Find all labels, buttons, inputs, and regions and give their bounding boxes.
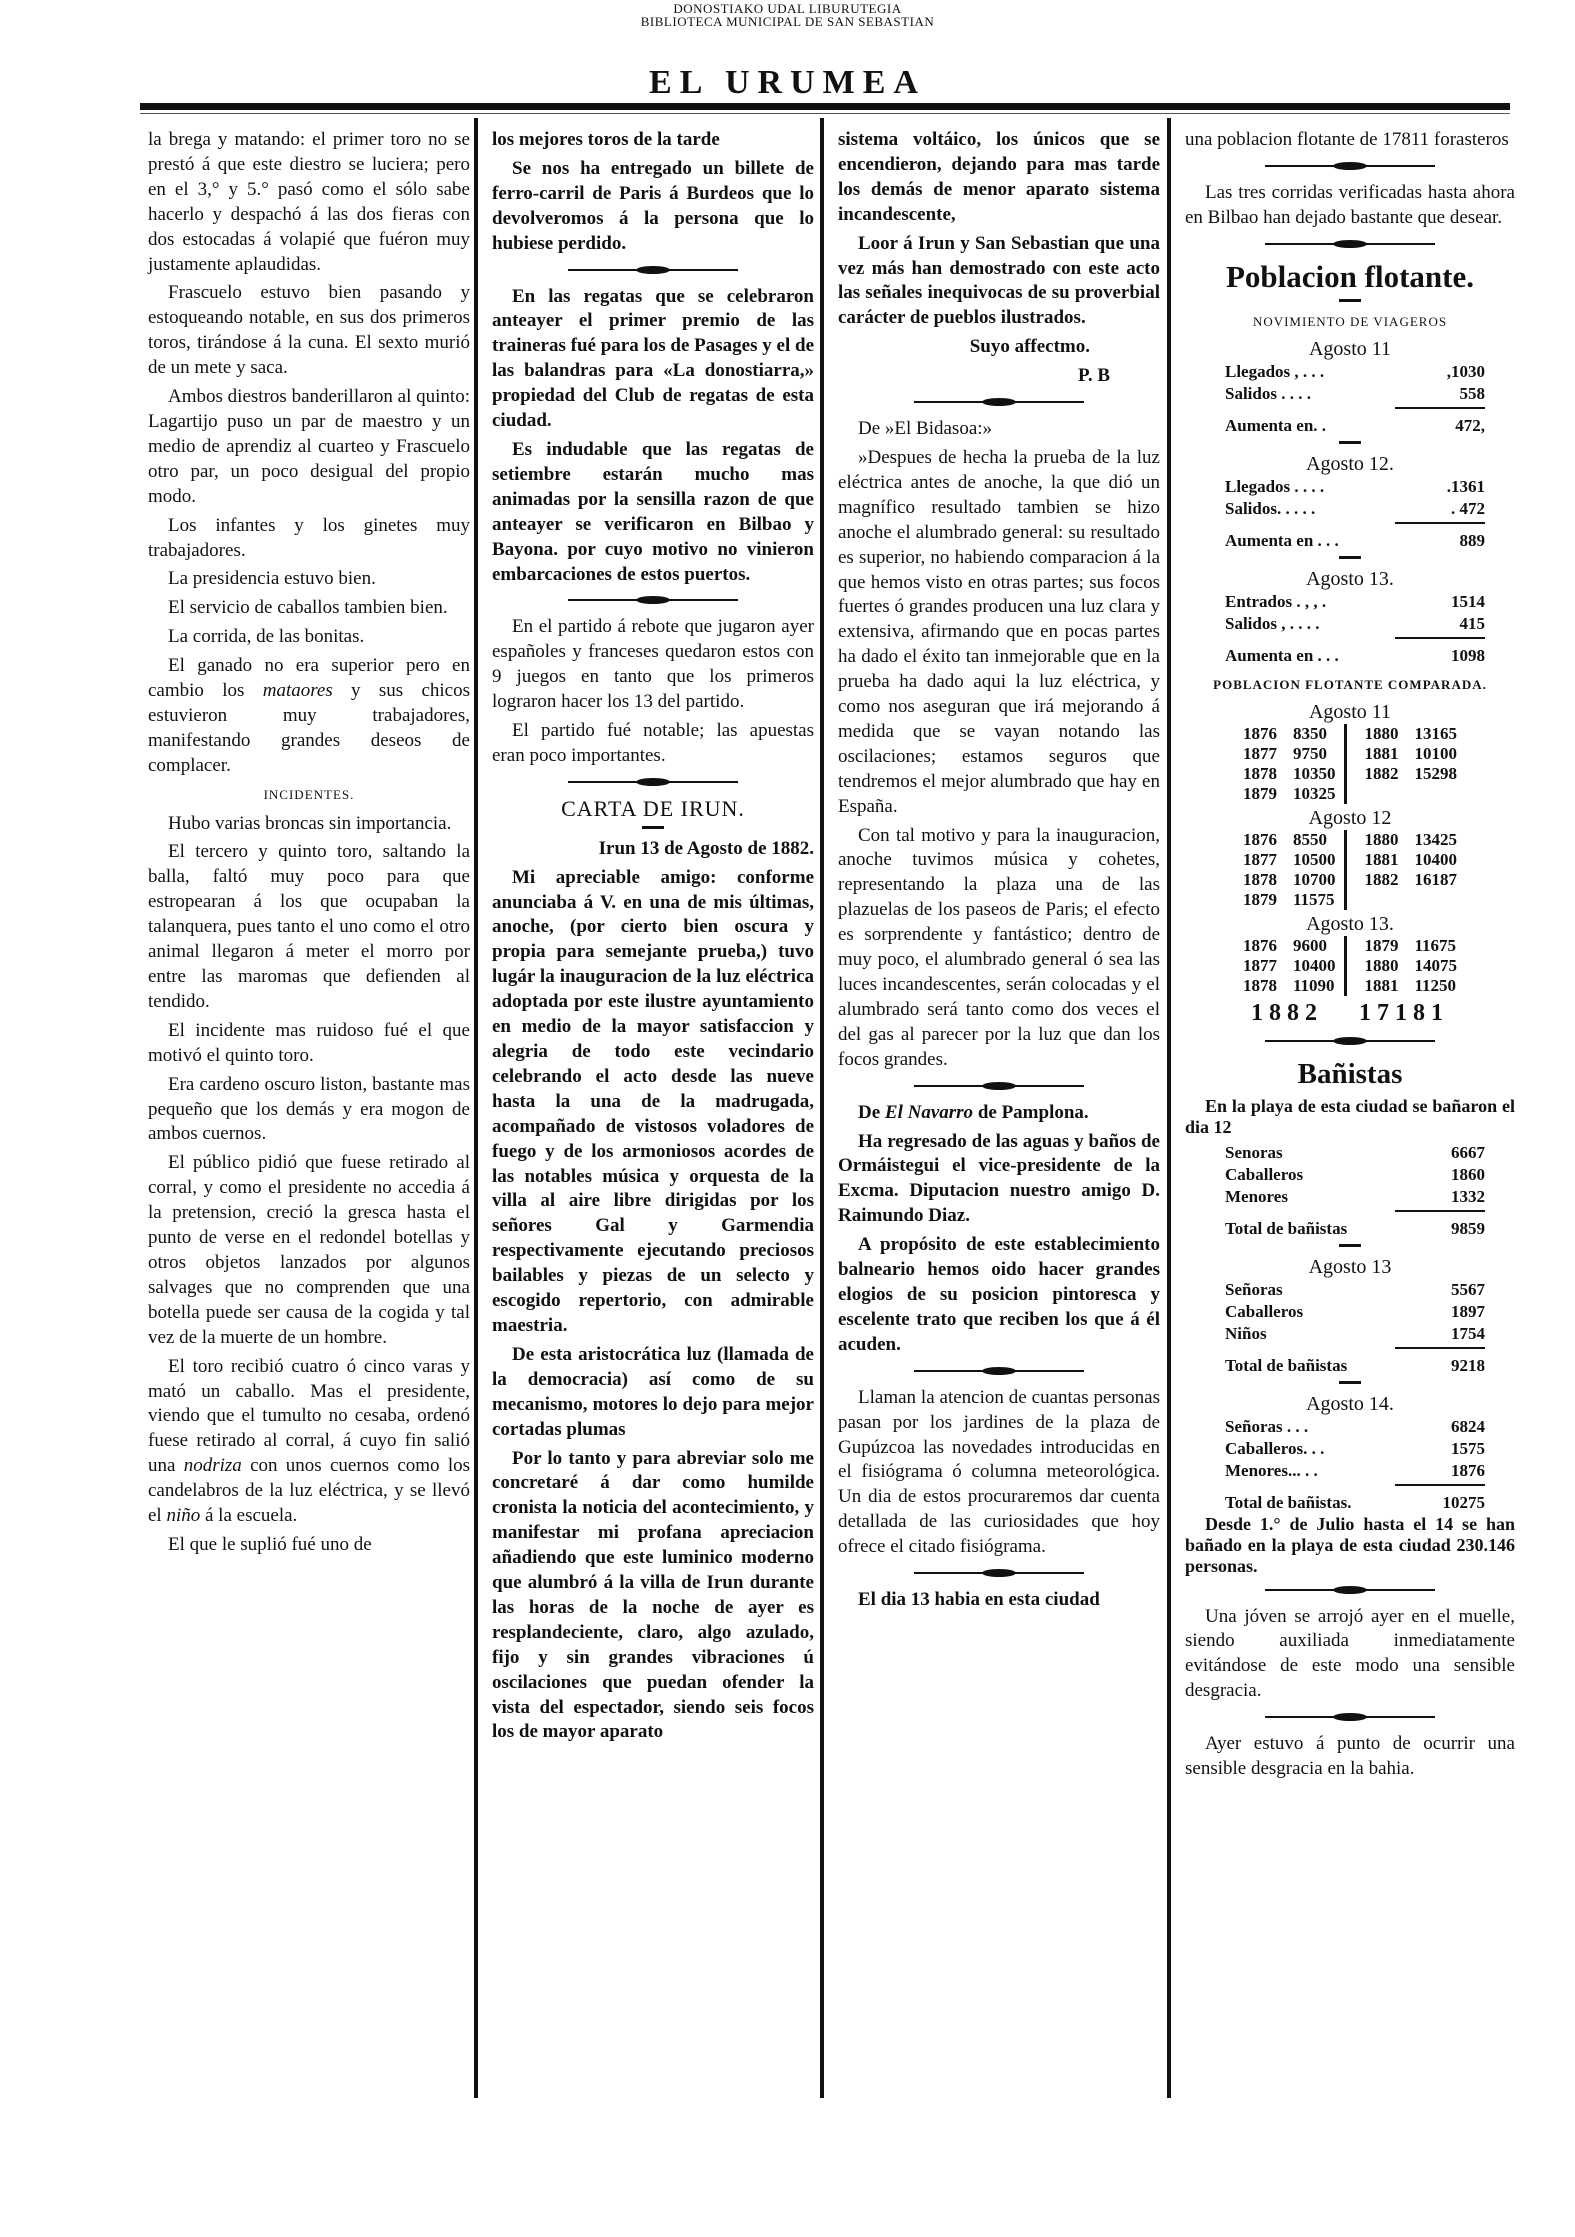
library-line-2: BIBLIOTECA MUNICIPAL DE SAN SEBASTIAN — [640, 14, 935, 29]
text: á la escuela. — [200, 1505, 298, 1527]
stat-label: Señoras . . . — [1225, 1416, 1309, 1436]
comparison-row — [1235, 870, 1465, 890]
comparison-row — [1235, 830, 1465, 850]
paragraph — [148, 654, 470, 779]
column-divider — [1345, 830, 1357, 850]
value-cell: 8350 — [1293, 723, 1327, 743]
signature-closing: Suyo affectmo. — [969, 336, 1090, 358]
stat-row — [1185, 361, 1515, 383]
masthead-thin-rule — [140, 113, 1510, 114]
movement-tables — [1185, 337, 1515, 667]
column-divider — [1345, 976, 1357, 996]
text: El ganado no era superior pero en cambio los — [148, 655, 470, 702]
stat-value: 6824 — [1451, 1416, 1485, 1436]
stat-total-row — [1185, 415, 1515, 437]
stat-total-value: 9859 — [1451, 1218, 1485, 1238]
separator-ornament — [1265, 1585, 1435, 1595]
value-cell: 10350 — [1293, 763, 1336, 783]
separator-ornament — [914, 1081, 1084, 1091]
paragraph: El que le suplió fué uno de — [168, 1533, 372, 1555]
stat-total-row — [1185, 1355, 1515, 1377]
year-cell — [1357, 890, 1407, 910]
comparison-table — [1235, 936, 1465, 996]
stat-total-label: Total de bañistas — [1225, 1218, 1348, 1238]
paragraph: En el partido á rebote que jugaron ayer españoles y franceses quedaron estos con 9 juegos en tanto que los primeros lograron hacer los 13 del partido. — [492, 616, 814, 713]
text: con unos cuernos como los candelabros de la luz eléctrica, y se llevó el — [148, 1455, 470, 1527]
comparison-table — [1235, 724, 1465, 804]
year-cell: 1876 — [1243, 829, 1277, 849]
value-cell: 10100 — [1414, 743, 1457, 763]
stat-row — [1185, 1186, 1515, 1208]
comparison-row — [1235, 724, 1465, 744]
paragraph: Los infantes y los ginetes muy trabajadores. — [148, 514, 470, 561]
column-divider — [1345, 870, 1357, 890]
stat-label: Menores — [1225, 1186, 1288, 1206]
separator-ornament — [568, 777, 738, 787]
paragraph: Era cardeno oscuro liston, bastante mas pequeño que los demás y era mogon de ambos cuernos. — [148, 1073, 470, 1145]
stat-row — [1185, 383, 1515, 405]
stat-total-label: Aumenta en. . — [1225, 415, 1327, 435]
comparison-row — [1235, 764, 1465, 784]
value-cell: 13425 — [1414, 829, 1457, 849]
signature-initials: P. B — [1077, 365, 1110, 387]
value-cell: 10500 — [1293, 849, 1336, 869]
stat-total-row — [1185, 1492, 1515, 1514]
column-rule — [1167, 118, 1171, 2098]
column-rule — [820, 118, 824, 2098]
stat-value: 1514 — [1451, 591, 1485, 611]
value-cell: 10700 — [1293, 869, 1336, 889]
stat-row — [1185, 1301, 1515, 1323]
column-divider — [1345, 850, 1357, 870]
stat-total-label: Aumenta en . . . — [1225, 530, 1339, 550]
separator-ornament — [568, 265, 738, 275]
stat-row — [1185, 1164, 1515, 1186]
text: De — [858, 1101, 885, 1123]
stat-value: 415 — [1459, 613, 1485, 633]
paragraph: Desde 1.° de Julio hasta el 14 se han bañado en la playa de esta ciudad 230.146 personas. — [1185, 1513, 1515, 1576]
stat-label: Senoras — [1225, 1142, 1283, 1162]
value-cell: 8550 — [1293, 829, 1327, 849]
stat-total-value: 889 — [1459, 530, 1485, 550]
stat-label: Menores... . . — [1225, 1460, 1318, 1480]
paragraph: Loor á Irun y San Sebastian que una vez más han demostrado con este acto las señales inequivocas de su proverbial carácter de pueblos ilustrados. — [838, 232, 1160, 329]
paragraph: La corrida, de las bonitas. — [168, 626, 365, 648]
stat-total-value: 472, — [1455, 415, 1485, 435]
year-cell: 1879 — [1364, 935, 1399, 955]
year-cell: 1878 — [1243, 763, 1277, 783]
stat-total-value: 9218 — [1451, 1355, 1485, 1375]
year-cell: 1881 — [1364, 975, 1399, 995]
separator-ornament — [914, 397, 1084, 407]
paragraph: A propósito de este establecimiento balneario hemos oido hacer grandes elogios de su posicion pintoresca y escelente trato que reciben los que á él acuden. — [838, 1234, 1160, 1355]
paragraph: Llaman la atencion de cuantas personas pasan por los jardines de la plaza de Gupúzcoa las novedades introducidas en el fisiógrama ó columna meteorológica. Un dia de estos procuraremos dar cuenta detallada de las curiosidades que hoy ofrece el citado fisiógrama. — [838, 1386, 1160, 1558]
paragraph: Es indudable que las regatas de setiembre estarán mucho mas animadas por la sensilla razon de que anteayer se verificaron en Bilbao y Bayona. por cuyo motivo no vinieron embarcaciones de estos puertos. — [492, 438, 814, 585]
paragraph — [148, 1355, 470, 1529]
year-cell: 1880 — [1364, 955, 1399, 975]
comparison-row — [1235, 890, 1465, 910]
year-cell: 1879 — [1243, 783, 1277, 803]
separator-ornament — [568, 595, 738, 605]
stat-value: 1897 — [1451, 1301, 1485, 1321]
year-cell: 1881 — [1364, 743, 1399, 763]
stat-total-row — [1185, 1218, 1515, 1240]
paragraph: La presidencia estuvo bien. — [168, 568, 376, 590]
short-rule — [1339, 1381, 1361, 1384]
text: El toro recibió cuatro ó cinco varas y mató un caballo. Mas el presidente, viendo que el tumulto no cesaba, ordenó fuese retirado al corral, á cuyo fin salió una — [148, 1355, 470, 1477]
date-heading: Agosto 12. — [1306, 452, 1394, 475]
short-rule — [1339, 441, 1361, 444]
value-cell: 10325 — [1293, 783, 1336, 803]
stat-row — [1185, 1142, 1515, 1164]
sum-rule — [1395, 522, 1485, 524]
year-cell: 1882 — [1364, 869, 1399, 889]
date-heading: Agosto 13 — [1308, 1255, 1392, 1278]
stat-total-label: Aumenta en . . . — [1225, 645, 1339, 665]
date-heading: Agosto 11 — [1308, 337, 1392, 360]
stat-label: Salidos , . . . . — [1225, 613, 1320, 633]
sum-rule — [1395, 1347, 1485, 1349]
paragraph: En la playa de esta ciudad se bañaron el dia 12 — [1185, 1095, 1515, 1137]
year-cell: 1877 — [1243, 743, 1277, 763]
comparison-table — [1235, 830, 1465, 910]
stat-label: Niños — [1225, 1323, 1267, 1343]
section-title-banistas: Bañistas — [1297, 1057, 1403, 1090]
year-cell: 1877 — [1243, 849, 1277, 869]
value-cell: 16187 — [1414, 869, 1457, 889]
comparison-tables — [1185, 700, 1515, 996]
column-rule — [474, 118, 478, 2098]
paragraph: una poblacion flotante de 17811 forasteros — [1185, 129, 1509, 150]
stat-label: Caballeros. . . — [1225, 1438, 1325, 1458]
sum-rule — [1395, 1484, 1485, 1486]
stat-value: 1876 — [1451, 1460, 1485, 1480]
stat-label: Llegados , . . . — [1225, 361, 1325, 381]
year-cell: 1878 — [1243, 869, 1277, 889]
italic-text: mataores — [262, 680, 333, 702]
date-heading: Agosto 12 — [1308, 806, 1392, 829]
separator-ornament — [1265, 239, 1435, 249]
stat-row — [1185, 476, 1515, 498]
stat-total-row — [1185, 530, 1515, 552]
library-stamp — [0, 2, 1575, 28]
value-cell — [1407, 784, 1466, 804]
comparison-row — [1235, 936, 1465, 956]
sum-rule — [1395, 407, 1485, 409]
sum-rule — [1395, 1210, 1485, 1212]
year-cell: 1877 — [1243, 955, 1277, 975]
paragraph: Hubo varias broncas sin importancia. — [168, 812, 452, 834]
stat-row — [1185, 613, 1515, 635]
separator-ornament — [914, 1366, 1084, 1376]
highlight-line — [1185, 998, 1515, 1028]
stat-row — [1185, 1279, 1515, 1301]
paragraph: En las regatas que se celebraron anteayer el primer premio de las traineras fué para los de Pasages y el de las balandras para «La donostiarra,» propiedad del Club de regatas de esta ciudad. — [492, 285, 814, 432]
value-cell: 9750 — [1293, 743, 1327, 763]
comparison-row — [1235, 976, 1465, 996]
date-heading: Agosto 13. — [1306, 912, 1394, 935]
stat-value: 5567 — [1451, 1279, 1485, 1299]
stat-row — [1185, 1438, 1515, 1460]
separator-ornament — [1265, 161, 1435, 171]
paragraph: Ha regresado de las aguas y baños de Ormáistegui el vice-presidente de la Excma. Diputacion nuestro amigo D. Raimundo Diaz. — [838, 1130, 1160, 1227]
separator-ornament — [1265, 1036, 1435, 1046]
year-cell: 1881 — [1364, 849, 1399, 869]
stat-total-row — [1185, 645, 1515, 667]
paragraph: Una jóven se arrojó ayer en el muelle, siendo auxiliada inmediatamente evitándose de este modo una sensible desgracia. — [1185, 1605, 1515, 1702]
column-3 — [838, 128, 1160, 1617]
paragraph: Las tres corridas verificadas hasta ahora en Bilbao han dejado bastante que desear. — [1185, 181, 1515, 228]
year-cell: 1879 — [1243, 889, 1277, 909]
column-divider — [1345, 764, 1357, 784]
stat-label: Salidos. . . . . — [1225, 498, 1316, 518]
stat-label: Caballeros — [1225, 1301, 1304, 1321]
value-cell: 10400 — [1414, 849, 1457, 869]
date-heading: Agosto 14. — [1306, 1392, 1394, 1415]
paragraph: El incidente mas ruidoso fué el que motivó el quinto toro. — [148, 1019, 470, 1066]
comparison-row — [1235, 744, 1465, 764]
short-rule — [1339, 556, 1361, 559]
paragraph: El servicio de caballos tambien bien. — [168, 597, 448, 619]
value-cell: 11090 — [1293, 975, 1335, 995]
highlight-value: 17181 — [1359, 999, 1449, 1026]
separator-ornament — [1265, 1712, 1435, 1722]
stat-row — [1185, 498, 1515, 520]
column-4 — [1185, 128, 1515, 1786]
stat-value: . 472 — [1451, 498, 1485, 518]
paragraph: El dia 13 habia en esta ciudad — [858, 1589, 1100, 1611]
year-cell: 1876 — [1243, 935, 1277, 955]
paragraph: El tercero y quinto toro, saltando la balla, faltó muy poco para que estropearan á los que ocupaban la talanquera, pues tanto el uno como el otro animal llegaron á meter el morro por entre las maromas que defienden al tendido. — [148, 841, 470, 1012]
highlight-year: 1882 — [1251, 999, 1323, 1026]
italic-text: El Navarro — [884, 1101, 974, 1123]
stat-label: Llegados . . . . — [1225, 476, 1325, 496]
stat-value: ,1030 — [1446, 361, 1485, 381]
stat-label: Caballeros — [1225, 1164, 1304, 1184]
stat-value: 6667 — [1451, 1142, 1485, 1162]
stat-total-value: 10275 — [1442, 1492, 1485, 1512]
stat-value: 558 — [1459, 383, 1485, 403]
value-cell: 15298 — [1414, 763, 1457, 783]
stat-value: 1860 — [1451, 1164, 1485, 1184]
column-divider — [1345, 936, 1357, 956]
value-cell — [1407, 890, 1466, 910]
stat-value: 1754 — [1451, 1323, 1485, 1343]
paragraph: Ambos diestros banderillaron al quinto: Lagartijo puso un par de maestro y un medio de aprendiz al cuarteo y Frascuelo otro par, un poco desigual del propio modo. — [148, 386, 470, 507]
stat-label: Entrados . , , . — [1225, 591, 1327, 611]
paragraph: Mi apreciable amigo: conforme anunciaba á V. en una de mis últimas, anoche, (por cierto bien oscura y propia para semejante prueba,) tuvo lugár la inauguracion de la luz eléctrica adoptada por este ilustre ayuntamiento en medio de la mayor satisfaccion y alegria de todo este vecindario celebrando el acto desde las nueve hasta la una de la madrugada, acompañado de vistosos voladores de fuego y de los armoniosos acordes de las notables música y orquesta de la villa al aire libre dirigidas por los señores Gal y Garmendia respectivamente ejecutando preciosos bailables y piezas de un selecto y escogido repertorio, con admirable maestria. — [492, 866, 814, 1336]
masthead-rule — [140, 103, 1510, 110]
stat-row — [1185, 1416, 1515, 1438]
italic-text: nodriza — [183, 1455, 242, 1477]
value-cell: 11250 — [1414, 975, 1457, 995]
subheading: POBLACION FLOTANTE COMPARADA. — [1213, 676, 1487, 692]
paragraph: Con tal motivo y para la inauguracion, anoche tuvimos música y cohetes, representando la plaza una de las plazuelas de los paseos de Paris; el efecto es sorprendente y fantástico; dentro de muy poco, el alumbrado general ó sea las luces incandescentes, serán colocadas y el alumbrado será tanto como dos veces el del gas al parecer por la luz que dan los focos grandes. — [838, 824, 1160, 1070]
stat-value: .1361 — [1446, 476, 1485, 496]
separator-ornament — [914, 1568, 1084, 1578]
column-1 — [148, 128, 470, 1562]
paragraph: El partido fué notable; las apuestas eran poco importantes. — [492, 720, 814, 766]
paragraph: sistema voltáico, los únicos que se encendieron, dejando para mas tarde los demás de menor aparato sistema incandescente, — [838, 129, 1160, 225]
column-divider — [1345, 724, 1357, 744]
short-rule — [1339, 1244, 1361, 1247]
stat-total-label: Total de bañistas. — [1225, 1492, 1352, 1512]
year-cell — [1357, 784, 1407, 804]
subheading: INCIDENTES. — [263, 786, 355, 802]
year-cell: 1878 — [1243, 975, 1277, 995]
short-rule — [642, 826, 664, 829]
stat-total-value: 1098 — [1451, 645, 1485, 665]
column-divider — [1345, 784, 1357, 804]
value-cell: 13165 — [1414, 723, 1457, 743]
year-cell: 1876 — [1243, 723, 1277, 743]
value-cell: 11575 — [1293, 889, 1335, 909]
stat-total-label: Total de bañistas — [1225, 1355, 1348, 1375]
stat-label: Salidos . . . . — [1225, 383, 1311, 403]
comparison-row — [1235, 956, 1465, 976]
text: y sus chicos estuvieron muy trabajadores, manifestando grandes deseos de complacer. — [148, 680, 470, 776]
value-cell: 9600 — [1293, 935, 1327, 955]
section-title-poblacion: Poblacion flotante. — [1226, 258, 1474, 294]
column-2 — [492, 128, 814, 1749]
italic-text: niño — [166, 1505, 201, 1527]
paragraph: »Despues de hecha la prueba de la luz eléctrica antes de anoche, la que dió un magnífico resultado tambien se hizo anoche el alumbrado general: su resultado es superior, no habiendo comparacion á la que hemos visto en otras partes; sus focos fuertes ó grandes producen una luz clara y extensiva, afirmando que en pocas partes ha dado el éxito tan inmejorable que en la prueba ha dado aqui la luz eléctrica, y como nos aseguran que irá mejorando á medida que se vayan notando las oscilaciones; estamos seguros que tendremos el mejor alumbrado que hay en España. — [838, 446, 1160, 817]
stat-row — [1185, 591, 1515, 613]
column-divider — [1345, 890, 1357, 910]
year-cell: 1880 — [1364, 829, 1399, 849]
subheading: NOVIMIENTO DE VIAGEROS — [1252, 313, 1448, 329]
paragraph: Se nos ha entregado un billete de ferro-carril de Paris á Burdeos que lo devolveromos á la persona que lo hubiese perdido. — [492, 157, 814, 254]
date-heading: Agosto 11 — [1308, 700, 1392, 723]
paragraph: Por lo tanto y para abreviar solo me concretaré á dar como humilde cronista la noticia del acontecimiento, y manifestar mi profana apreciacion añadiendo que este luminico moderno que alumbró á la villa de Irun durante las horas de la noche de ayer es resplandeciente, claro, algo azulado, fijo y sin grandes vibraciones ú oscilaciones que puedan ofender la vista del espectador, siendo seis focos los de mayor aparato — [492, 1447, 814, 1743]
stat-label: Señoras — [1225, 1279, 1283, 1299]
source-heading: De »El Bidasoa:» — [858, 418, 993, 440]
stat-value: 1332 — [1451, 1186, 1485, 1206]
dateline: Irun 13 de Agosto de 1882. — [598, 837, 814, 859]
stat-row — [1185, 1323, 1515, 1345]
comparison-row — [1235, 784, 1465, 804]
value-cell: 10400 — [1293, 955, 1336, 975]
bathers-tables — [1185, 1142, 1515, 1514]
source-heading — [838, 1101, 1160, 1126]
paragraph: El público pidió que fuese retirado al corral, y como el presidente no accedia á la pretension, creció la gresca hasta el punto de verse en el redondel botellas y otros objetos lanzados por algunos salvages que no comprenden que una botella puede ser causa de la cogida y tal vez de la muerte de un hombre. — [148, 1152, 470, 1348]
masthead: EL URUMEA — [649, 64, 926, 101]
text: de Pamplona. — [973, 1101, 1089, 1123]
paragraph: De esta aristocrática luz (llamada de la democracia) así como de su mecanismo, motores lo dejo para mejor cortadas plumas — [492, 1343, 814, 1440]
paragraph: Frascuelo estuvo bien pasando y estoqueando notable, en sus dos primeros toros, tirándose á la cuna. El sexto murió de un mete y saca. — [148, 282, 470, 379]
column-divider — [1345, 956, 1357, 976]
comparison-row — [1235, 850, 1465, 870]
paragraph: Ayer estuvo á punto de ocurrir una sensible desgracia en la bahia. — [1185, 1733, 1515, 1780]
paragraph: los mejores toros de la tarde — [492, 129, 720, 150]
column-divider — [1345, 744, 1357, 764]
section-title: CARTA DE IRUN. — [561, 795, 745, 821]
year-cell: 1880 — [1364, 723, 1399, 743]
date-heading: Agosto 13. — [1306, 567, 1394, 590]
value-cell: 14075 — [1414, 955, 1457, 975]
library-line-1: DONOSTIAKO UDAL LIBURUTEGIA — [673, 1, 902, 16]
short-rule — [1339, 299, 1361, 302]
value-cell: 11675 — [1414, 935, 1457, 955]
year-cell: 1882 — [1364, 763, 1399, 783]
paragraph: la brega y matando: el primer toro no se prestó á que este diestro se luciera; pero en el 3,° y 5.° pasó como el sólo sabe hacerlo y despachó á las dos fieras con dos estocadas á volapié que fuéron muy justamente aplaudidas. — [148, 129, 470, 275]
stat-row — [1185, 1460, 1515, 1482]
stat-value: 1575 — [1451, 1438, 1485, 1458]
sum-rule — [1395, 637, 1485, 639]
